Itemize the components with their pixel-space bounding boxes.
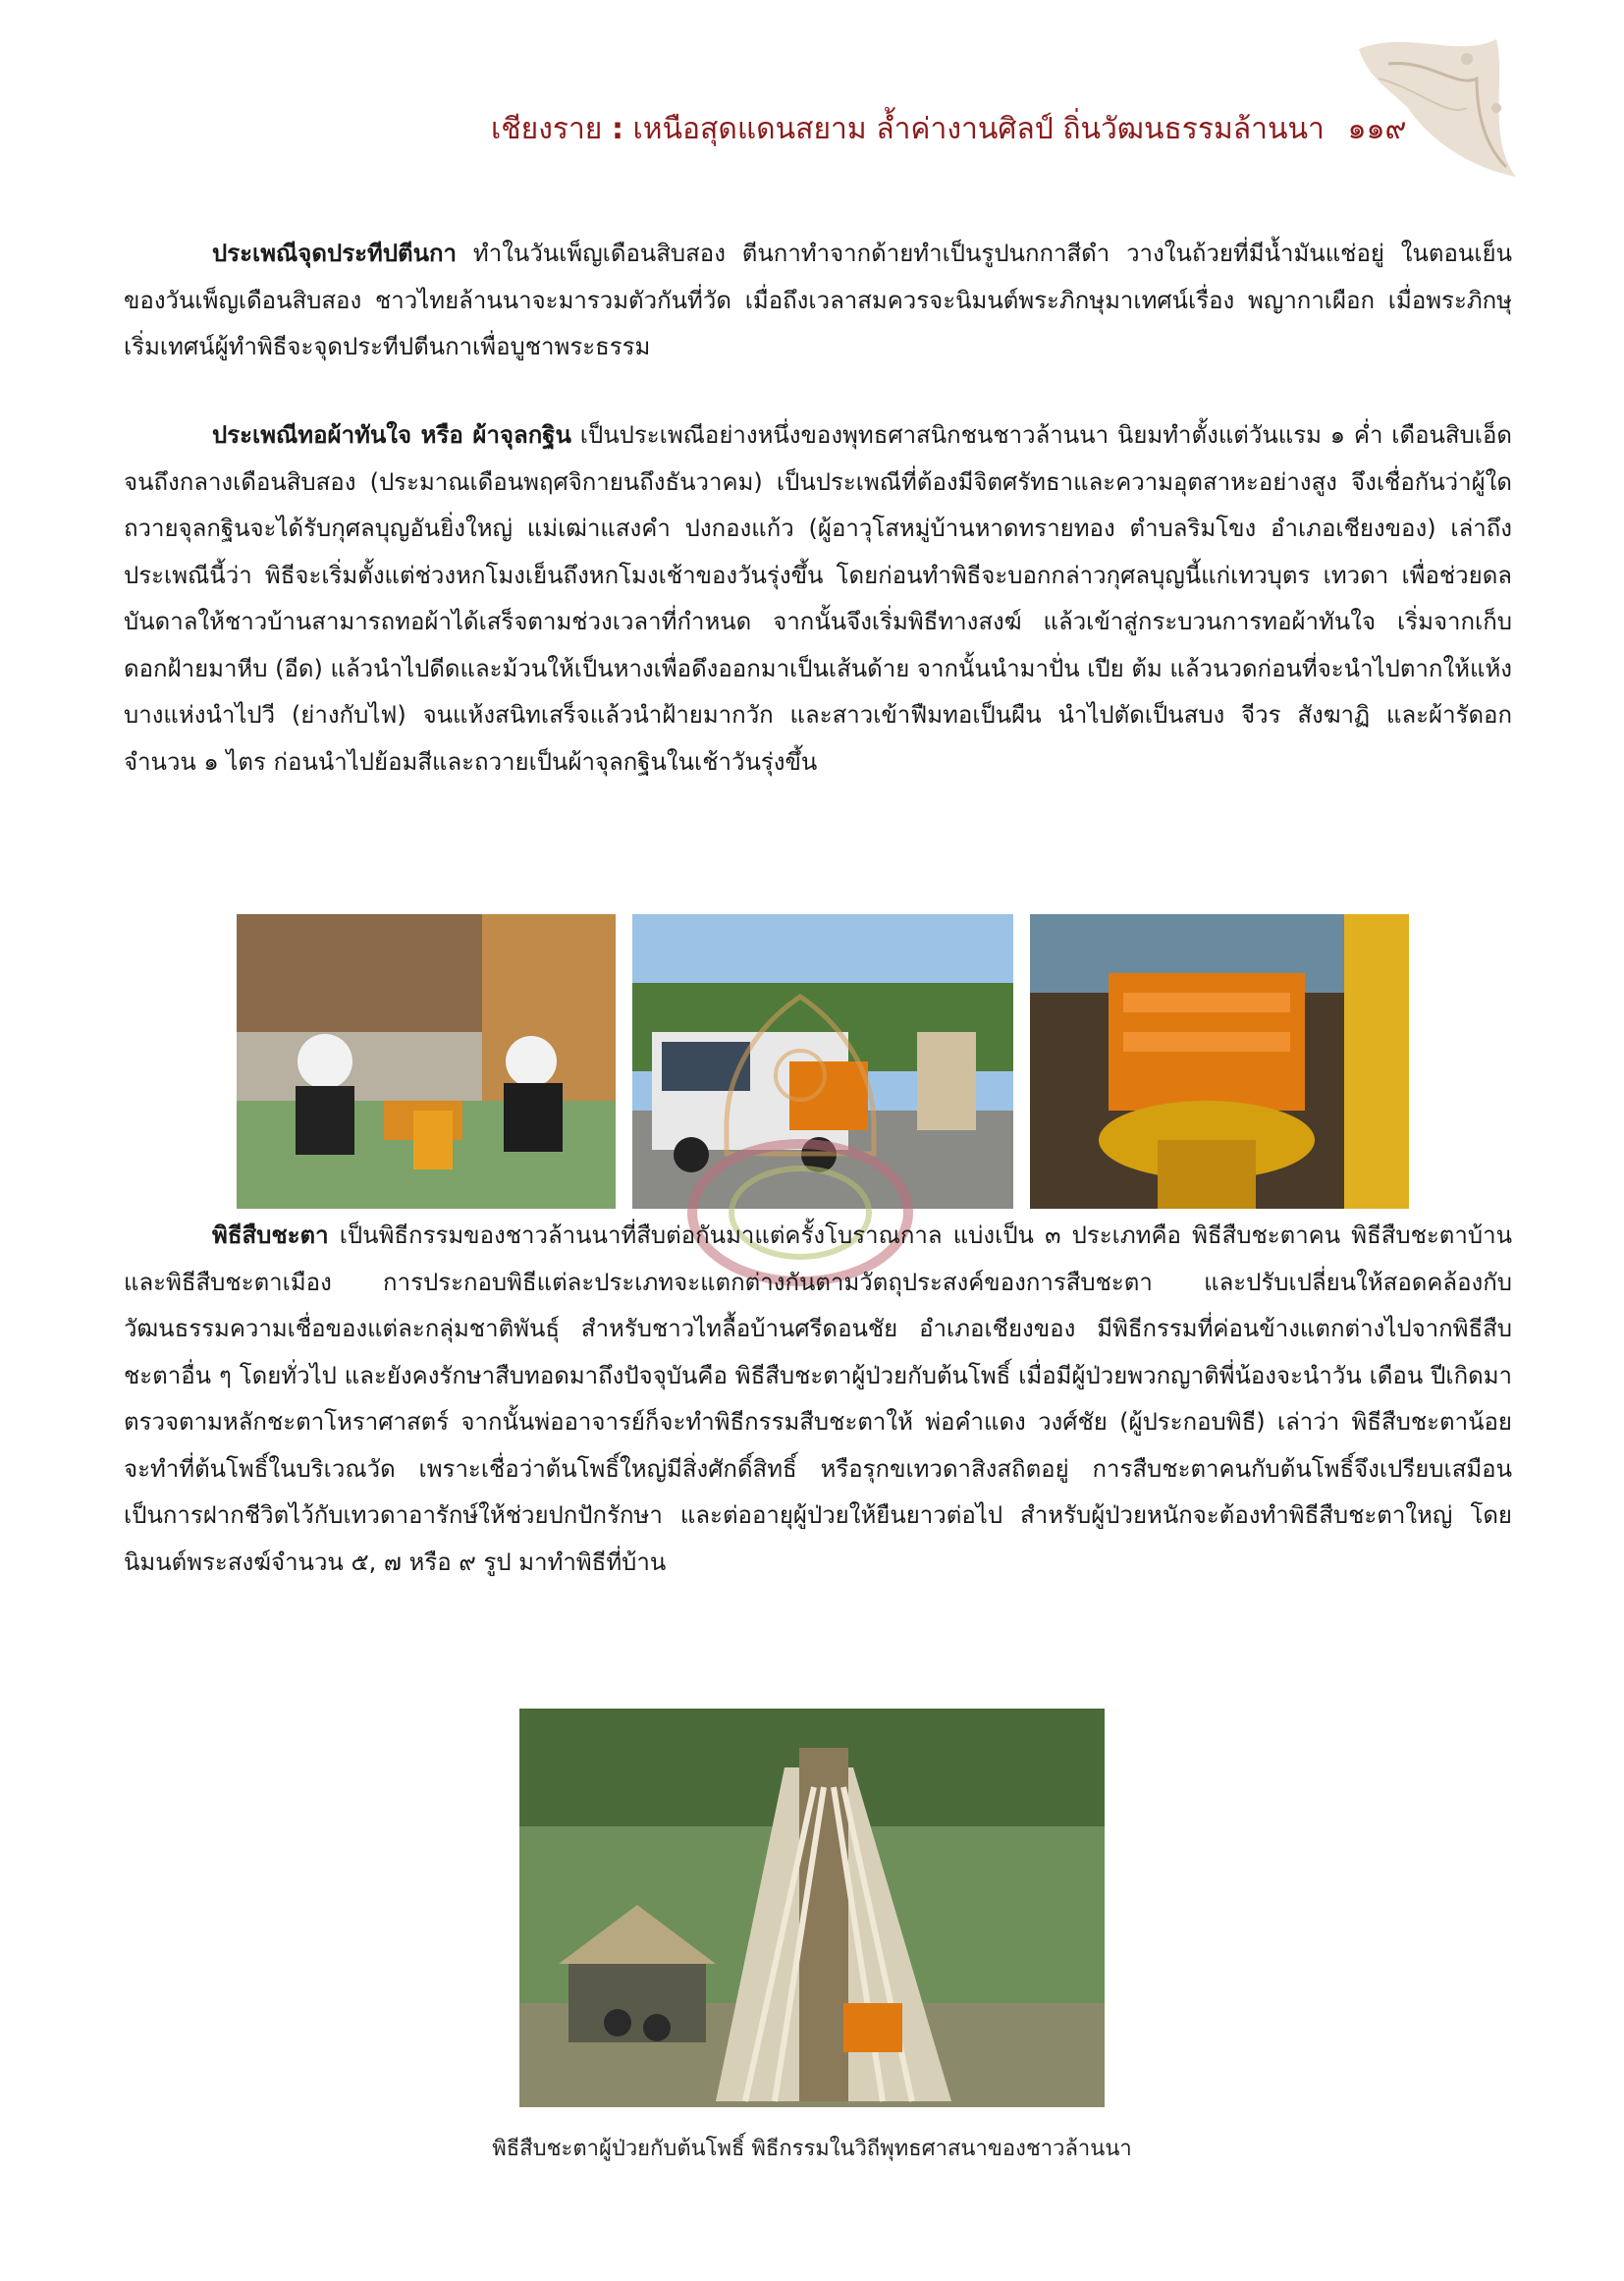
photo-bodhi-tree-ritual bbox=[519, 1709, 1105, 2107]
paragraph-text: เป็นพิธีกรรมของชาวล้านนาที่สืบต่อกันมาแต่ครั้งโบราณกาล แบ่งเป็น ๓ ประเภทคือ พิธีสืบชะตาคน พิธีสืบชะตาบ้าน และพิธีสืบชะตาเมือง การประกอบพิธีแต่ละประเภทจะแตกต่างกันตามวัตถุประสงค์ของการสืบชะตา และปรับเปลี่ยนให้สอดคล้องกับวัฒนธรรมความเชื่อของแต่ละกลุ่มชาติพันธุ์ สำหรับชาวไทลื้อบ้านศรีดอนชัย อำเภอเชียงของ มีพิธีกรรมที่ค่อนข้างแตกต่างไปจากพิธีสืบชะตาอื่น ๆ โดยทั่วไป และยังคงรักษาสืบทอดมาถึงปัจจุบันคือ พิธีสืบชะตาผู้ป่วยกับต้นโพธิ์ เมื่อมีผู้ป่วยพวกญาติพี่น้องจะนำวัน เดือน ปีเกิดมาตรวจตามหลักชะตาโหราศาสตร์ จากนั้นพ่ออาจารย์ก็จะทำพิธีกรรมสืบชะตาให้ พ่อคำแดง วงศ์ชัย (ผู้ประกอบพิธี) เล่าว่า พิธีสืบชะตาน้อย จะทำที่ต้นโพธิ์ในบริเวณวัด เพราะเชื่อว่าต้นโพธิ์ใหญ่มีสิ่งศักดิ์สิทธิ์ หรือรุกขเทวดาสิงสถิตอยู่ การสืบชะตาคนกับต้นโพธิ์จึงเปรียบเสมือนเป็นการฝากชีวิตไว้กับเทวดาอารักษ์ให้ช่วยปกปักรักษา และต่ออายุผู้ป่วยให้ยืนยาวต่อไป สำหรับผู้ป่วยหนักจะต้องทำพิธีสืบชะตาใหญ่ โดยนิมนต์พระสงฆ์จำนวน ๕, ๗ หรือ ๙ รูป มาทำพิธีที่บ้าน bbox=[124, 1222, 1512, 1576]
paragraph-heading: ประเพณีทอผ้าทันใจ หรือ ผ้าจุลกฐิน bbox=[212, 421, 571, 449]
paragraph-life-extension-ritual bbox=[124, 1213, 1512, 1586]
running-header bbox=[491, 106, 1407, 152]
paragraph-weaving-tradition bbox=[124, 412, 1512, 786]
paragraph-lantern-tradition bbox=[124, 231, 1512, 371]
corner-ornament bbox=[1349, 20, 1526, 187]
paragraph-heading: พิธีสืบชะตา bbox=[212, 1222, 329, 1249]
photo-caption: พิธีสืบชะตาผู้ป่วยกับต้นโพธิ์ พิธีกรรมในวิถีพุทธศาสนาของชาวล้านนา bbox=[492, 2137, 1132, 2161]
photo-folded-robe bbox=[1030, 914, 1409, 1209]
header-title: เหนือสุดแดนสยาม ล้ำค่างานศิลป์ ถิ่นวัฒนธรรมล้านนา bbox=[632, 112, 1325, 146]
paragraph-text: ทำในวันเพ็ญเดือนสิบสอง ตีนกาทำจากด้ายทำเป็นรูปนกกาสีดำ วางในถ้วยที่มีน้ำมันแช่อยู่ ในตอนเย็นของวันเพ็ญเดือนสิบสอง ชาวไทยล้านนาจะมารวมตัวกันที่วัด เมื่อถึงเวลาสมควรจะนิมนต์พระภิกษุมาเทศน์เรื่อง พญากาเผือก เมื่อพระภิกษุเริ่มเทศน์ผู้ทำพิธีจะจุดประทีปตีนกาเพื่อบูชาพระธรรม bbox=[124, 240, 1512, 360]
photo-weaving-ceremony bbox=[237, 914, 616, 1209]
paragraph-text: เป็นประเพณีอย่างหนึ่งของพุทธศาสนิกชนชาวล้านนา นิยมทำตั้งแต่วันแรม ๑ ค่ำ เดือนสิบเอ็ด จนถึงกลางเดือนสิบสอง (ประมาณเดือนพฤศจิกายนถึงธันวาคม) เป็นประเพณีที่ต้องมีจิตศรัทธาและความอุตสาหะอย่างสูง จึงเชื่อกันว่าผู้ใดถวายจุลกฐินจะได้รับกุศลบุญอันยิ่งใหญ่ แม่เฒ่าแสงคำ ปงกองแก้ว (ผู้อาวุโสหมู่บ้านหาดทรายทอง ตำบลริมโขง อำเภอเชียงของ) เล่าถึงประเพณีนี้ว่า พิธีจะเริ่มตั้งแต่ช่วงหกโมงเย็นถึงหกโมงเช้าของวันรุ่งขึ้น โดยก่อนทำพิธีจะบอกกล่าวกุศลบุญนี้แก่เทวบุตร เทวดา เพื่อช่วยดลบันดาลให้ชาวบ้านสามารถทอผ้าได้เสร็จตามช่วงเวลาที่กำหนด จากนั้นจึงเริ่มพิธีทางสงฆ์ แล้วเข้าสู่กระบวนการทอผ้าทันใจ เริ่มจากเก็บดอกฝ้ายมาหีบ (อีด) แล้วนำไปดีดและม้วนให้เป็นหางเพื่อดึงออกมาเป็นเส้นด้าย จากนั้นนำมาปั่น เปีย ต้ม แล้วนวดก่อนที่จะนำไปตากให้แห้ง บางแห่งนำไปวี (ย่างกับไฟ) จนแห้งสนิทเสร็จแล้วนำฝ้ายมากวัก และสาวเข้าฟืมทอเป็นผืน นำไปตัดเป็นสบง จีวร สังฆาฏิ และผ้ารัดอก จำนวน ๑ ไตร ก่อนนำไปย้อมสีและถวายเป็นผ้าจุลกฐินในเช้าวันรุ่งขึ้น bbox=[124, 421, 1512, 776]
paragraph-heading: ประเพณีจุดประทีปตีนกา bbox=[212, 240, 458, 267]
header-separator: : bbox=[611, 112, 623, 146]
page-number: ๑๑๙ bbox=[1347, 112, 1407, 146]
header-province: เชียงราย bbox=[491, 112, 603, 146]
